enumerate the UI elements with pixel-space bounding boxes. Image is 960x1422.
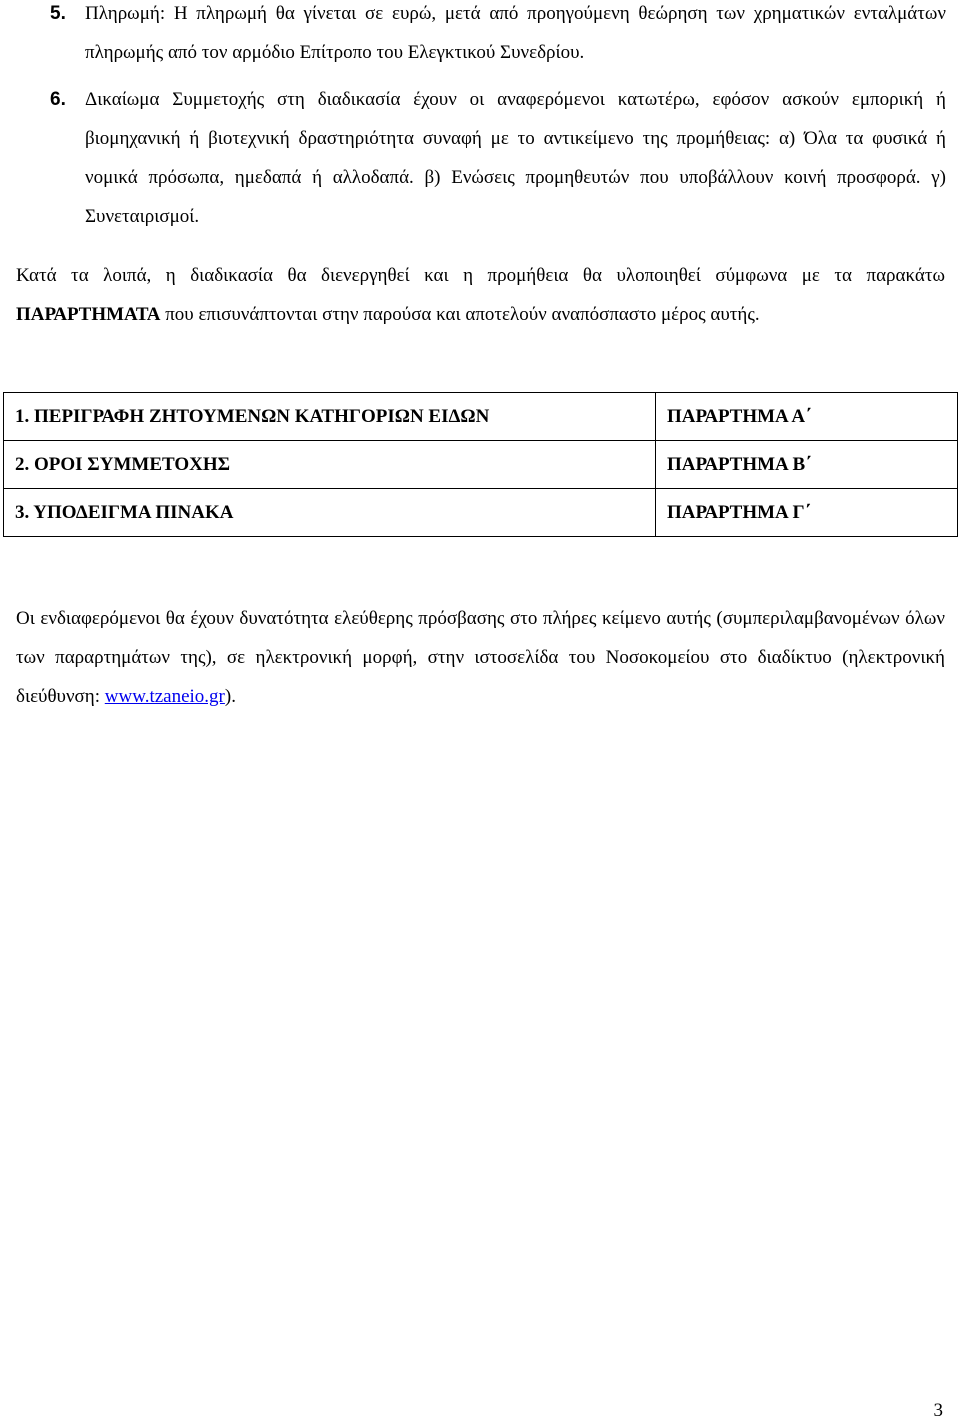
table-row (4, 489, 958, 537)
list-item-payment (16, 0, 946, 72)
list-item-number: 6. (50, 89, 66, 110)
website-link[interactable]: www.tzaneio.gr (104, 686, 225, 707)
annex-title-cell: 2. ΟΡΟΙ ΣΥΜΜΕΤΟΧΗΣ (4, 441, 656, 489)
table-row (4, 441, 958, 489)
paragraph-text: Κατά τα λοιπά, η διαδικασία θα διενεργηθεί και η προμήθεια θα υλοποιηθεί σύμφωνα με τα παρακάτω (16, 265, 945, 286)
annex-label-cell: ΠΑΡΑΡΤΗΜΑ Β΄ (656, 441, 958, 489)
list-item-participation (16, 80, 946, 236)
annexes-intro-paragraph (16, 256, 945, 334)
paragraph-text: ). (224, 686, 236, 707)
annex-title-cell: 1. ΠΕΡΙΓΡΑΦΗ ΖΗΤΟΥΜΕΝΩΝ ΚΑΤΗΓΟΡΙΩΝ ΕΙΔΩΝ (4, 393, 656, 441)
annex-label-cell: ΠΑΡΑΡΤΗΜΑ Γ΄ (656, 489, 958, 537)
table-row (4, 393, 958, 441)
paragraph-text: Οι ενδιαφερόμενοι θα έχουν δυνατότητα ελεύθερης πρόσβασης στο πλήρες κείμενο αυτής (συμπεριλαμβανομένων όλων των παραρτημάτων της), σε ηλεκτρονική μορφή, στην ιστοσελίδα του Νοσοκομείου στο διαδίκτυο (ηλεκτρονική διεύθυνση: (16, 608, 945, 707)
annex-label-cell: ΠΑΡΑΡΤΗΜΑ Α΄ (656, 393, 958, 441)
paragraph-text: που επισυνάπτονται στην παρούσα και αποτελούν αναπόσπαστο μέρος αυτής. (160, 304, 760, 325)
annex-table (3, 392, 958, 537)
page-number: 3 (933, 1400, 943, 1421)
list-item-number: 5. (50, 3, 66, 24)
access-paragraph (16, 599, 945, 716)
list-item-text: Πληρωμή: Η πληρωμή θα γίνεται σε ευρώ, μετά από προηγούμενη θεώρηση των χρηματικών ενταλμάτων πληρωμής από τον αρμόδιο Επίτροπο του Ελεγκτικού Συνεδρίου. (85, 3, 946, 63)
annex-title-cell: 3. ΥΠΟΔΕΙΓΜΑ ΠΙΝΑΚΑ (4, 489, 656, 537)
paragraph-bold-text: ΠΑΡΑΡΤΗΜΑΤΑ (16, 304, 161, 325)
list-item-text: Δικαίωμα Συμμετοχής στη διαδικασία έχουν οι αναφερόμενοι κατωτέρω, εφόσον ασκούν εμπορική ή βιομηχανική ή βιοτεχνική δραστηριότητα συναφή με το αντικείμενο της προμήθειας: α) Όλα τα φυσικά ή νομικά πρόσωπα, ημεδαπά ή αλλοδαπά. β) Ενώσεις προμηθευτών που υποβάλλουν κοινή προσφορά. γ) Συνεταιρισμοί. (85, 89, 946, 227)
